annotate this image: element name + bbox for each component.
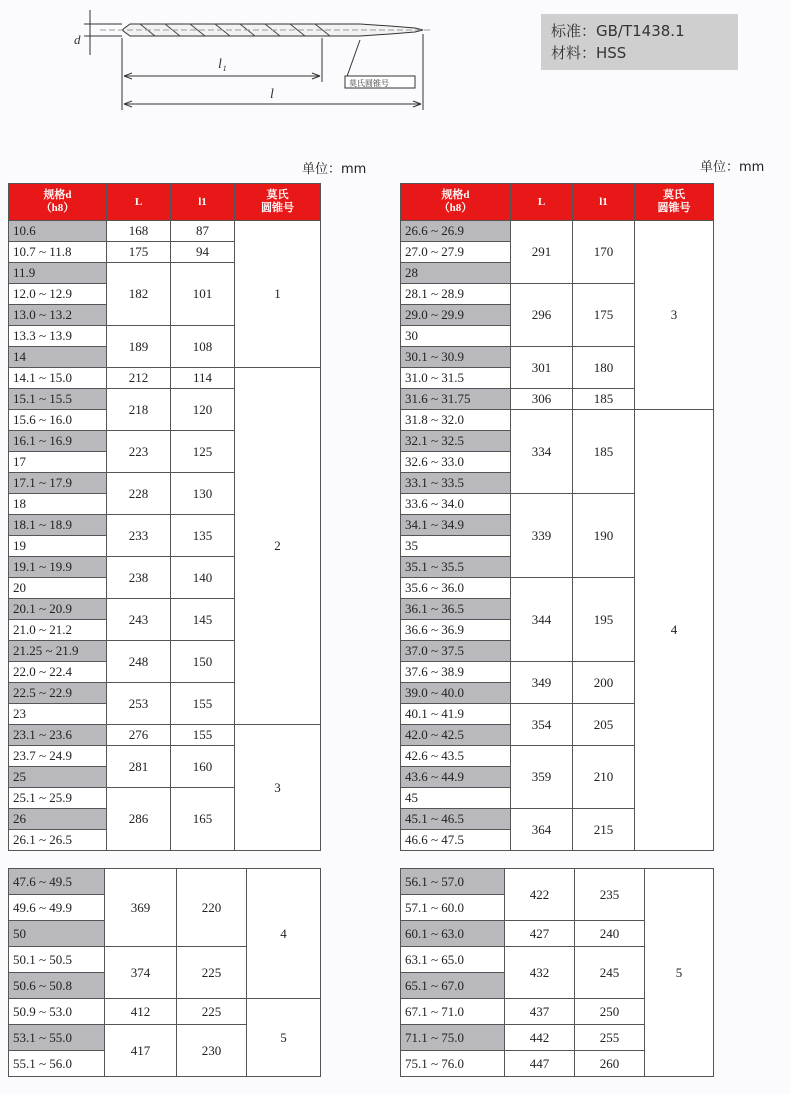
length-L-cell: 412 [105,999,177,1025]
spec-cell: 13.0 ~ 13.2 [9,305,107,326]
length-L-cell: 374 [105,947,177,999]
spec-cell: 71.1 ~ 75.0 [401,1025,505,1051]
length-l1-cell: 170 [573,221,635,284]
spec-cell: 53.1 ~ 55.0 [9,1025,105,1051]
length-L-cell: 182 [107,263,171,326]
spec-cell: 20 [9,578,107,599]
col-l1-header: l1 [171,184,235,221]
spec-cell: 42.0 ~ 42.5 [401,725,511,746]
length-L-cell: 233 [107,515,171,557]
length-l1-cell: 225 [177,947,247,999]
spec-table-bottom-left [8,868,321,1077]
col-L-header: L [511,184,573,221]
spec-cell: 19.1 ~ 19.9 [9,557,107,578]
spec-cell: 11.9 [9,263,107,284]
spec-cell: 34.1 ~ 34.9 [401,515,511,536]
spec-cell: 57.1 ~ 60.0 [401,895,505,921]
length-L-cell: 447 [505,1051,575,1077]
length-L-cell: 228 [107,473,171,515]
length-L-cell: 168 [107,221,171,242]
length-l1-cell: 200 [573,662,635,704]
length-l1-cell: 175 [573,284,635,347]
length-L-cell: 218 [107,389,171,431]
drill-body [100,24,430,36]
dim-l-label: l [270,87,274,102]
length-L-cell: 422 [505,869,575,921]
table-row [9,869,321,895]
length-l1-cell: 255 [575,1025,645,1051]
table-row [9,368,321,389]
length-l1-cell: 165 [171,788,235,851]
spec-cell: 45.1 ~ 46.5 [401,809,511,830]
dim-d-label: d [74,32,81,47]
spec-cell: 43.6 ~ 44.9 [401,767,511,788]
spec-cell: 21.0 ~ 21.2 [9,620,107,641]
unit-left: 单位：mm [302,162,367,177]
drill-drawing [60,0,440,120]
length-l1-cell: 108 [171,326,235,368]
spec-cell: 60.1 ~ 63.0 [401,921,505,947]
length-l1-cell: 220 [177,869,247,947]
length-l1-cell: 260 [575,1051,645,1077]
spec-cell: 47.6 ~ 49.5 [9,869,105,895]
length-L-cell: 364 [511,809,573,851]
length-L-cell: 212 [107,368,171,389]
length-l1-cell: 195 [573,578,635,662]
length-l1-cell: 240 [575,921,645,947]
length-L-cell: 286 [107,788,171,851]
spec-cell: 25.1 ~ 25.9 [9,788,107,809]
spec-cell: 67.1 ~ 71.0 [401,999,505,1025]
length-l1-cell: 205 [573,704,635,746]
length-l1-cell: 230 [177,1025,247,1077]
col-morse-header: 莫氏 圆锥号 [635,184,714,221]
spec-cell: 33.1 ~ 33.5 [401,473,511,494]
length-L-cell: 432 [505,947,575,999]
standard-material-box [541,14,738,70]
length-L-cell: 437 [505,999,575,1025]
spec-cell: 50.1 ~ 50.5 [9,947,105,973]
length-L-cell: 359 [511,746,573,809]
morse-taper-cell: 5 [645,869,714,1077]
spec-cell: 15.6 ~ 16.0 [9,410,107,431]
table-row [9,999,321,1025]
length-L-cell: 223 [107,431,171,473]
spec-cell: 10.6 [9,221,107,242]
length-L-cell: 349 [511,662,573,704]
length-L-cell: 189 [107,326,171,368]
spec-cell: 42.6 ~ 43.5 [401,746,511,767]
length-L-cell: 238 [107,557,171,599]
length-l1-cell: 235 [575,869,645,921]
length-l1-cell: 150 [171,641,235,683]
spec-cell: 15.1 ~ 15.5 [9,389,107,410]
spec-cell: 14.1 ~ 15.0 [9,368,107,389]
morse-taper-cell: 4 [635,410,714,851]
morse-taper-cell: 3 [635,221,714,410]
material-label: 材料：HSS [551,44,627,62]
spec-cell: 26.6 ~ 26.9 [401,221,511,242]
length-L-cell: 243 [107,599,171,641]
spec-cell: 19 [9,536,107,557]
length-l1-cell: 101 [171,263,235,326]
length-L-cell: 175 [107,242,171,263]
spec-cell: 16.1 ~ 16.9 [9,431,107,452]
length-l1-cell: 250 [575,999,645,1025]
length-L-cell: 253 [107,683,171,725]
length-L-cell: 248 [107,641,171,683]
spec-cell: 33.6 ~ 34.0 [401,494,511,515]
col-l1-header: l1 [573,184,635,221]
length-l1-cell: 94 [171,242,235,263]
spec-cell: 18.1 ~ 18.9 [9,515,107,536]
spec-cell: 21.25 ~ 21.9 [9,641,107,662]
morse-callout-label: 莫氏圆锥号 [349,79,389,88]
length-L-cell: 334 [511,410,573,494]
dim-l1-label: l₁ [218,57,227,72]
col-spec-header: 规格d （h8） [9,184,107,221]
morse-taper-cell: 3 [235,725,321,851]
length-L-cell: 354 [511,704,573,746]
spec-cell: 45 [401,788,511,809]
length-l1-cell: 210 [573,746,635,809]
length-l1-cell: 87 [171,221,235,242]
spec-table-bottom-right [400,868,714,1077]
spec-cell: 26.1 ~ 26.5 [9,830,107,851]
standard-label: 标准：GB/T1438.1 [551,22,685,40]
morse-taper-cell: 5 [247,999,321,1077]
spec-cell: 20.1 ~ 20.9 [9,599,107,620]
morse-taper-cell: 1 [235,221,321,368]
morse-taper-cell: 4 [247,869,321,999]
length-L-cell: 417 [105,1025,177,1077]
spec-cell: 18 [9,494,107,515]
length-L-cell: 281 [107,746,171,788]
spec-cell: 37.6 ~ 38.9 [401,662,511,683]
spec-cell: 55.1 ~ 56.0 [9,1051,105,1077]
morse-taper-cell: 2 [235,368,321,725]
length-L-cell: 369 [105,869,177,947]
length-L-cell: 442 [505,1025,575,1051]
spec-cell: 27.0 ~ 27.9 [401,242,511,263]
length-l1-cell: 190 [573,494,635,578]
spec-cell: 35.1 ~ 35.5 [401,557,511,578]
spec-cell: 22.5 ~ 22.9 [9,683,107,704]
length-l1-cell: 140 [171,557,235,599]
table-row [401,410,714,431]
col-spec-header: 规格d （h8） [401,184,511,221]
table-row [401,221,714,242]
spec-cell: 17.1 ~ 17.9 [9,473,107,494]
spec-cell: 14 [9,347,107,368]
length-l1-cell: 185 [573,410,635,494]
spec-table-right [400,183,714,851]
length-l1-cell: 215 [573,809,635,851]
spec-cell: 10.7 ~ 11.8 [9,242,107,263]
length-L-cell: 339 [511,494,573,578]
spec-cell: 40.1 ~ 41.9 [401,704,511,725]
length-l1-cell: 155 [171,725,235,746]
table-row [9,221,321,242]
spec-cell: 50 [9,921,105,947]
spec-cell: 23 [9,704,107,725]
length-l1-cell: 130 [171,473,235,515]
length-L-cell: 301 [511,347,573,389]
spec-cell: 31.8 ~ 32.0 [401,410,511,431]
spec-cell: 28.1 ~ 28.9 [401,284,511,305]
length-L-cell: 276 [107,725,171,746]
spec-cell: 28 [401,263,511,284]
length-l1-cell: 225 [177,999,247,1025]
spec-cell: 65.1 ~ 67.0 [401,973,505,999]
unit-right: 单位：mm [700,160,765,175]
length-l1-cell: 245 [575,947,645,999]
spec-cell: 23.1 ~ 23.6 [9,725,107,746]
length-l1-cell: 185 [573,389,635,410]
spec-cell: 63.1 ~ 65.0 [401,947,505,973]
spec-cell: 31.6 ~ 31.75 [401,389,511,410]
spec-cell: 13.3 ~ 13.9 [9,326,107,347]
length-l1-cell: 135 [171,515,235,557]
length-l1-cell: 155 [171,683,235,725]
spec-cell: 26 [9,809,107,830]
spec-table-left [8,183,321,851]
length-l1-cell: 145 [171,599,235,641]
table-row [9,725,321,746]
col-L-header: L [107,184,171,221]
spec-cell: 23.7 ~ 24.9 [9,746,107,767]
spec-cell: 25 [9,767,107,788]
dim-l1 [122,38,322,110]
spec-cell: 17 [9,452,107,473]
length-l1-cell: 120 [171,389,235,431]
length-L-cell: 291 [511,221,573,284]
spec-cell: 46.6 ~ 47.5 [401,830,511,851]
spec-cell: 32.6 ~ 33.0 [401,452,511,473]
length-L-cell: 306 [511,389,573,410]
spec-cell: 29.0 ~ 29.9 [401,305,511,326]
length-l1-cell: 180 [573,347,635,389]
spec-cell: 75.1 ~ 76.0 [401,1051,505,1077]
spec-cell: 36.6 ~ 36.9 [401,620,511,641]
spec-cell: 37.0 ~ 37.5 [401,641,511,662]
length-l1-cell: 114 [171,368,235,389]
spec-cell: 36.1 ~ 36.5 [401,599,511,620]
spec-cell: 22.0 ~ 22.4 [9,662,107,683]
dim-d [84,10,122,55]
spec-cell: 50.9 ~ 53.0 [9,999,105,1025]
spec-cell: 50.6 ~ 50.8 [9,973,105,999]
length-l1-cell: 160 [171,746,235,788]
spec-cell: 49.6 ~ 49.9 [9,895,105,921]
spec-cell: 30 [401,326,511,347]
spec-cell: 31.0 ~ 31.5 [401,368,511,389]
col-morse-header: 莫氏 圆锥号 [235,184,321,221]
length-L-cell: 344 [511,578,573,662]
spec-cell: 56.1 ~ 57.0 [401,869,505,895]
spec-cell: 12.0 ~ 12.9 [9,284,107,305]
spec-cell: 30.1 ~ 30.9 [401,347,511,368]
table-row [401,869,714,895]
length-L-cell: 296 [511,284,573,347]
spec-cell: 35 [401,536,511,557]
spec-cell: 39.0 ~ 40.0 [401,683,511,704]
length-l1-cell: 125 [171,431,235,473]
spec-cell: 35.6 ~ 36.0 [401,578,511,599]
length-L-cell: 427 [505,921,575,947]
spec-cell: 32.1 ~ 32.5 [401,431,511,452]
